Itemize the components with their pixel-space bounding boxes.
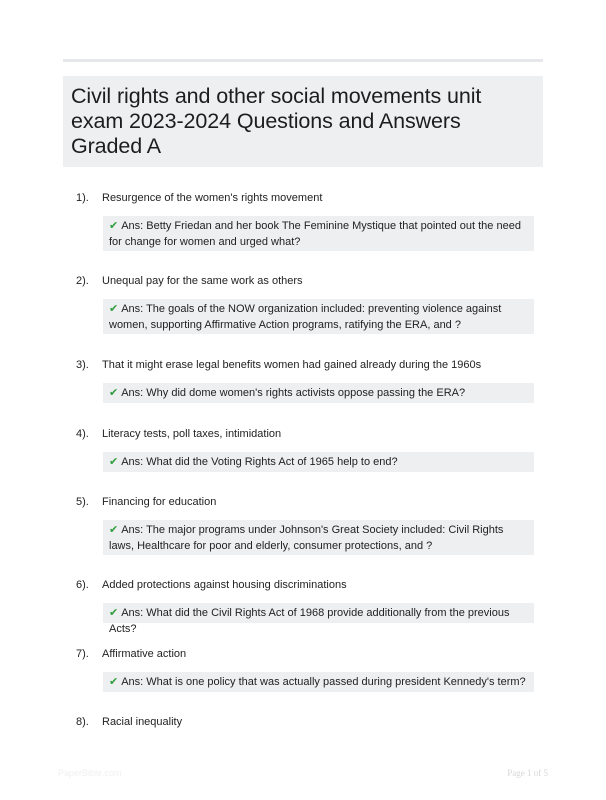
check-icon: ✔ <box>109 607 119 619</box>
answer-box-2 <box>103 299 534 334</box>
question-text: Resurgence of the women's rights movement <box>102 192 323 204</box>
question-number: 4). <box>76 428 89 440</box>
answer-box-4 <box>103 452 534 472</box>
question-number: 3). <box>76 359 89 371</box>
question-number: 7). <box>76 648 89 660</box>
answer-text: Ans: What did the Voting Rights Act of 1965 help to end? <box>121 456 398 468</box>
answer-box-7 <box>103 672 534 692</box>
answer-text: Ans: Why did dome women's rights activists oppose passing the ERA? <box>121 387 466 399</box>
answer-text: Ans: What did the Civil Rights Act of 1968 provide additionally from the previous Acts? <box>109 607 510 635</box>
question-text: Racial inequality <box>102 716 183 728</box>
answer-box-3 <box>103 383 534 403</box>
question-number: 1). <box>76 192 89 204</box>
question-text: Affirmative action <box>102 648 187 660</box>
check-icon: ✔ <box>109 676 119 688</box>
top-divider <box>63 59 543 62</box>
question-number: 6). <box>76 579 89 591</box>
question-number: 8). <box>76 716 89 728</box>
check-icon: ✔ <box>109 387 119 399</box>
page-title: Civil rights and other social movements unit exam 2023-2024 Questions and Answers Graded A <box>71 84 482 158</box>
check-icon: ✔ <box>109 456 119 468</box>
page-number: Page 1 of 5 <box>507 768 548 778</box>
title-banner <box>63 76 543 167</box>
answer-text: Ans: The major programs under Johnson's Great Society included: Civil Rights laws, Healthcare for poor and elderly, consumer protections, and ? <box>109 524 504 552</box>
question-text: Financing for education <box>102 496 217 508</box>
question-text: That it might erase legal benefits women had gained already during the 1960s <box>102 359 482 371</box>
question-number: 5). <box>76 496 89 508</box>
answer-box-5 <box>103 520 534 555</box>
footer-watermark: PaperBible.com <box>58 768 122 778</box>
question-text: Added protections against housing discriminations <box>102 579 347 591</box>
question-number: 2). <box>76 275 89 287</box>
question-text: Unequal pay for the same work as others <box>102 275 303 287</box>
answer-box-6 <box>103 603 534 635</box>
check-icon: ✔ <box>109 220 119 232</box>
answer-text: Ans: The goals of the NOW organization included: preventing violence against women, supporting Affirmative Action programs, ratifying the ERA, and ? <box>109 303 502 331</box>
answer-box-1 <box>103 216 534 251</box>
answer-text: Ans: Betty Friedan and her book The Feminine Mystique that pointed out the need for change for women and urged what? <box>109 220 521 248</box>
question-text: Literacy tests, poll taxes, intimidation <box>102 428 282 440</box>
check-icon: ✔ <box>109 303 119 315</box>
answer-text: Ans: What is one policy that was actually passed during president Kennedy's term? <box>121 676 526 688</box>
check-icon: ✔ <box>109 524 119 536</box>
